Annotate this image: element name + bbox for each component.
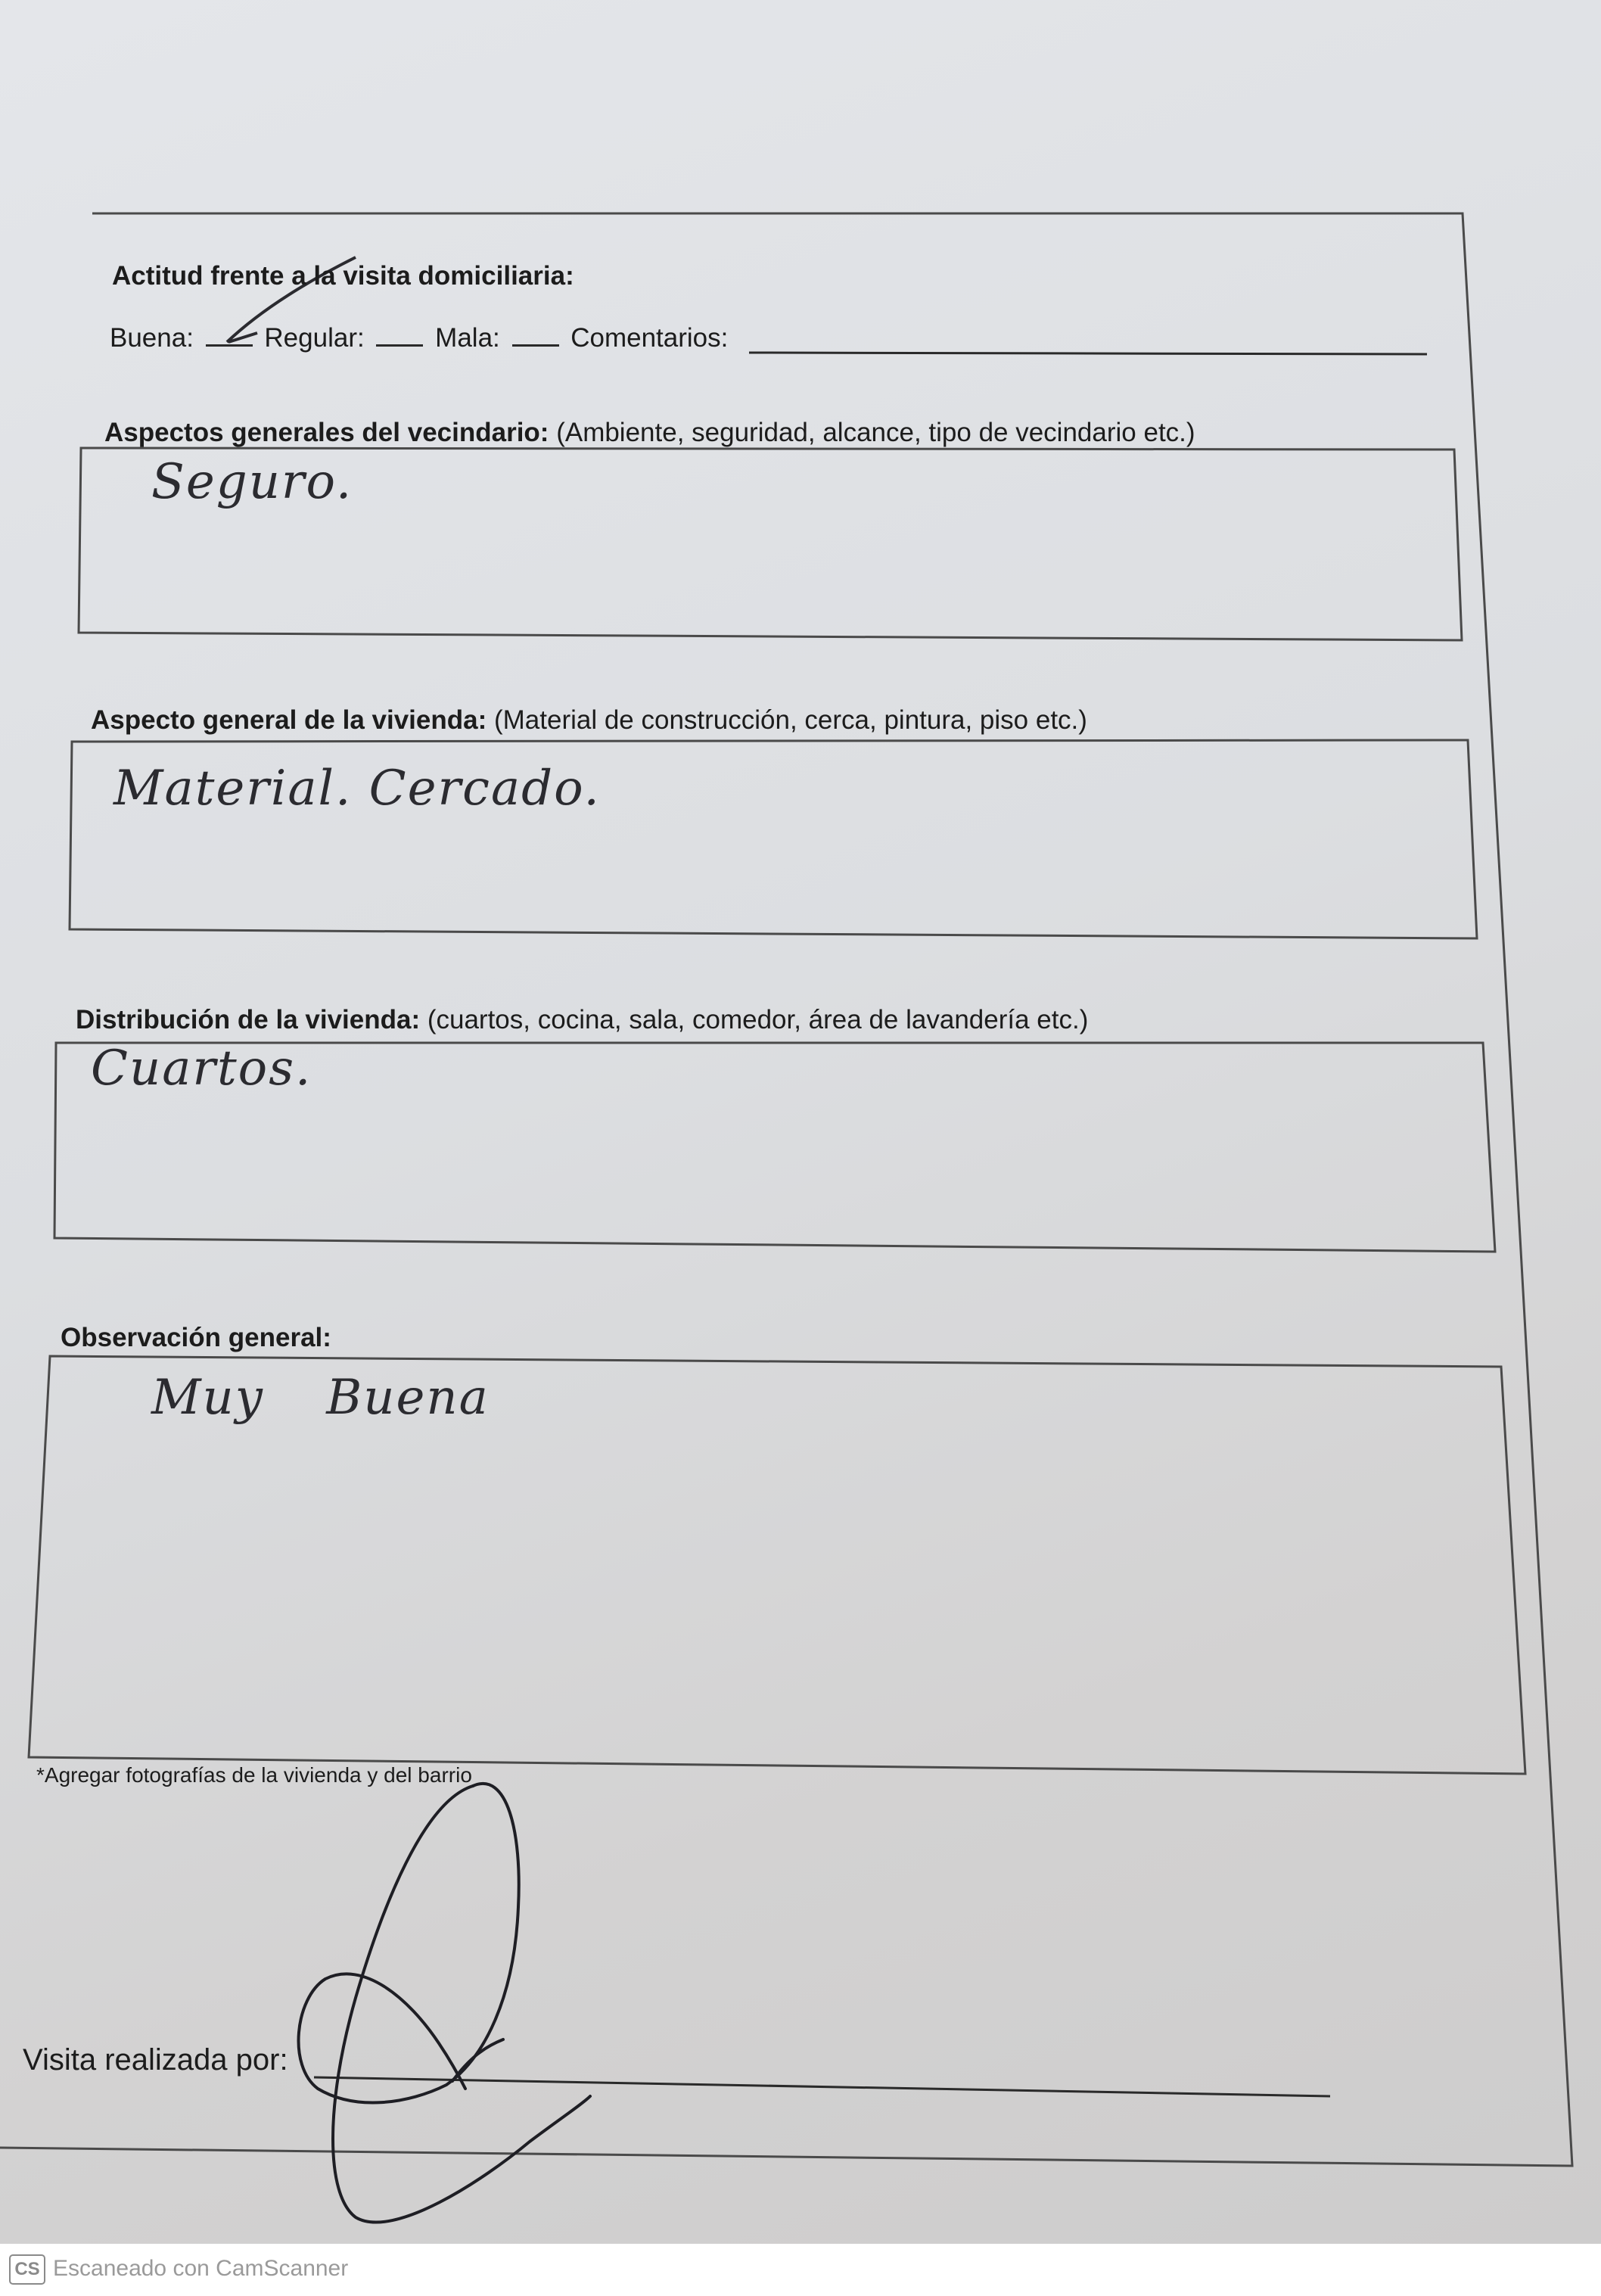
housing-answer[interactable]: Material. Cercado. bbox=[113, 761, 601, 817]
housing-heading-row bbox=[91, 705, 1087, 736]
mala-field[interactable] bbox=[512, 322, 559, 347]
visit-by-line bbox=[314, 2077, 1330, 2096]
layout-heading-row bbox=[76, 1005, 1088, 1035]
observation-answer[interactable]: Muy Buena bbox=[151, 1370, 490, 1426]
visit-by-label: Visita realizada por: bbox=[23, 2043, 288, 2077]
attitude-heading: Actitud frente a la visita domiciliaria: bbox=[112, 261, 574, 291]
layout-hint: (cuartos, cocina, sala, comedor, área de lavandería etc.) bbox=[427, 1005, 1089, 1034]
signature bbox=[299, 1784, 590, 2223]
attitude-options-row bbox=[110, 322, 728, 353]
regular-field[interactable] bbox=[376, 322, 423, 347]
comments-line bbox=[749, 353, 1427, 354]
comments-label: Comentarios: bbox=[570, 323, 729, 353]
housing-hint: (Material de construcción, cerca, pintura, piso etc.) bbox=[493, 705, 1087, 735]
buena-label: Buena: bbox=[110, 323, 194, 353]
camscanner-logo: CS bbox=[9, 2254, 45, 2285]
camscanner-footer bbox=[0, 2244, 1601, 2296]
observation-heading: Observación general: bbox=[61, 1323, 331, 1352]
regular-label: Regular: bbox=[264, 323, 365, 353]
photos-note: *Agregar fotografías de la vivienda y del barrio bbox=[36, 1763, 472, 1787]
neighborhood-heading: Aspectos generales del vecindario: bbox=[104, 418, 549, 447]
camscanner-text: Escaneado con CamScanner bbox=[53, 2256, 349, 2281]
neighborhood-answer[interactable]: Seguro. bbox=[151, 454, 353, 510]
buena-field[interactable] bbox=[206, 322, 253, 347]
layout-answer[interactable]: Cuartos. bbox=[91, 1041, 312, 1097]
neighborhood-hint: (Ambiente, seguridad, alcance, tipo de vecindario etc.) bbox=[556, 418, 1195, 447]
neighborhood-heading-row bbox=[104, 418, 1195, 448]
mala-label: Mala: bbox=[435, 323, 500, 353]
housing-heading: Aspecto general de la vivienda: bbox=[91, 705, 487, 735]
layout-heading: Distribución de la vivienda: bbox=[76, 1005, 421, 1034]
